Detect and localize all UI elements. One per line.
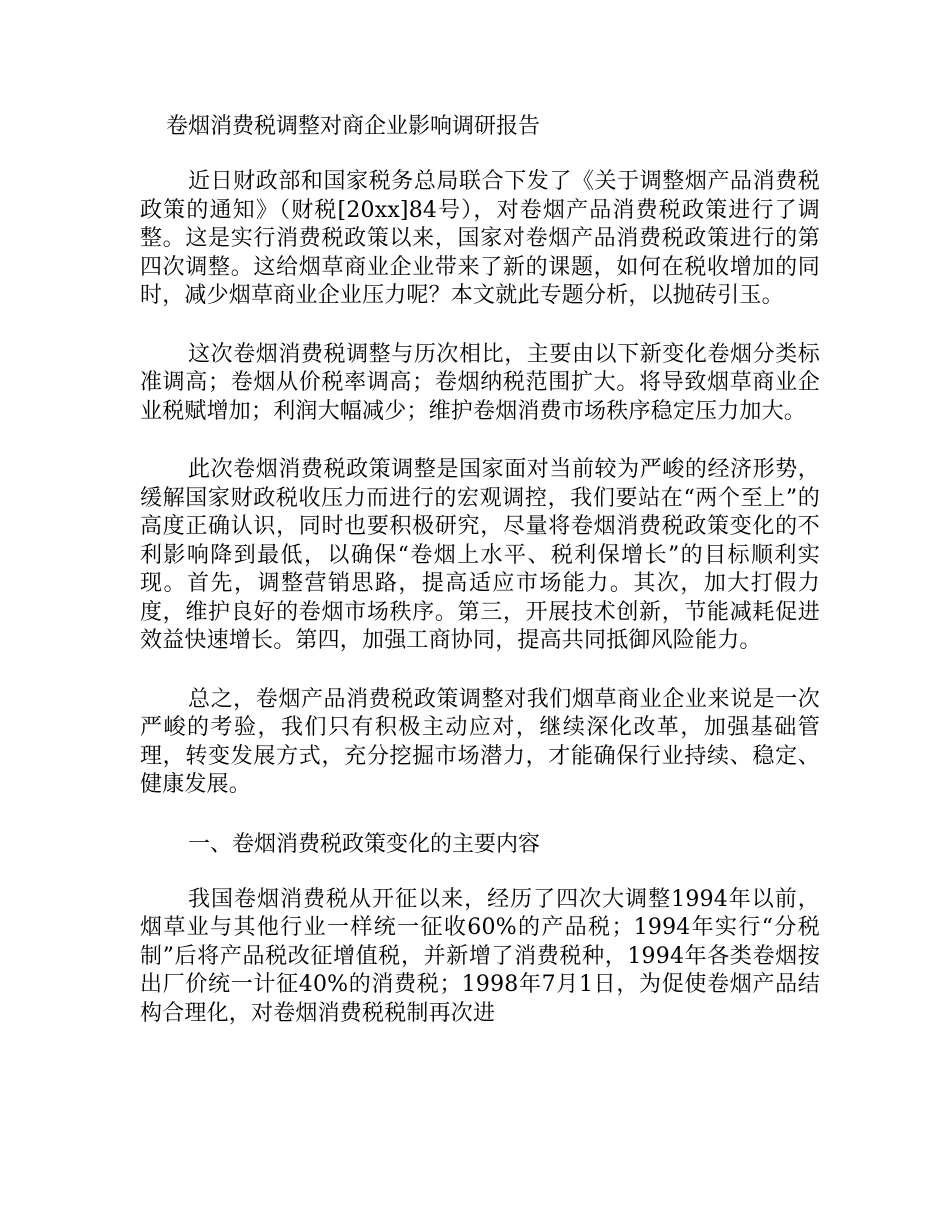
document-title: 卷烟消费税调整对商企业影响调研报告: [166, 114, 541, 139]
paragraph-changes: 这次卷烟消费税调整与历次相比，主要由以下新变化卷烟分类标准调高；卷烟从价税率调高；卷烟纳税范围扩大。将导致烟草商业企业税赋增加；利润大幅减少；维护卷烟消费市场秩序稳定压力加大。: [140, 341, 820, 424]
paragraph-intro: 近日财政部和国家税务总局联合下发了《关于调整烟产品消费税政策的通知》（财税[20xx]84号），对卷烟产品消费税政策进行了调整。这是实行消费税政策以来，国家对卷烟产品消费税政策进行的第四次调整。这给烟草商业企业带来了新的课题，如何在税收增加的同时，减少烟草商业企业压力呢？本文就此专题分析，以抛砖引玉。: [140, 169, 820, 308]
document-body: [140, 112, 820, 1058]
paragraph-conclusion: 总之，卷烟产品消费税政策调整对我们烟草商业企业来说是一次严峻的考验，我们只有积极主动应对，继续深化改革，加强基础管理，转变发展方式，充分挖掘市场潜力，才能确保行业持续、稳定、健康发展。: [140, 686, 820, 797]
section-heading: 一、卷烟消费税政策变化的主要内容: [188, 831, 541, 857]
paragraph-history: 我国卷烟消费税从开征以来，经历了四次大调整1994年以前，烟草业与其他行业一样统一征收60%的产品税；1994年实行“分税制”后将产品税改征增值税，并新增了消费税种，1994年各类卷烟按出厂价统一计征40%的消费税；1998年7月1日，为促使卷烟产品结构合理化，对卷烟消费税税制再次进: [140, 886, 820, 1026]
paragraph-measures: 此次卷烟消费税政策调整是国家面对当前较为严峻的经济形势，缓解国家财政税收压力而进行的宏观调控，我们要站在“两个至上”的高度正确认识，同时也要积极研究，尽量将卷烟消费税政策变化的不利影响降到最低，以确保“卷烟上水平、税利保增长”的目标顺利实现。首先，调整营销思路，提高适应市场能力。其次，加大打假力度，维护良好的卷烟市场秩序。第三，开展技术创新，节能减耗促进效益快速增长。第四，加强工商协同，提高共同抵御风险能力。: [140, 457, 820, 653]
